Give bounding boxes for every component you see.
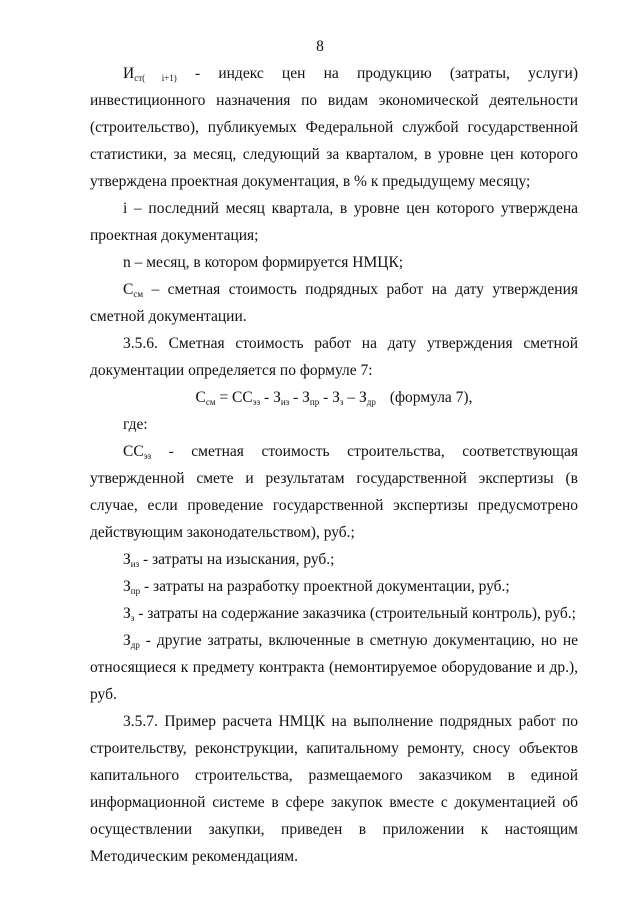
definition-zpr	[90, 573, 578, 600]
formula-subscript: пр	[309, 397, 320, 407]
definition-zdr	[90, 627, 578, 708]
formula-term: – З	[343, 389, 367, 406]
formula-label: (формула 7),	[389, 389, 473, 406]
definition-i: i – последний месяц квартала, в уровне цен которого утверждена проектная документация;	[90, 200, 578, 244]
definition-n: n – месяц, в котором формируется НМЦК;	[123, 254, 404, 271]
symbol: З	[123, 578, 131, 595]
symbol-subscript: эз	[143, 451, 152, 461]
symbol: И	[123, 65, 135, 82]
definition-ziz	[90, 546, 578, 573]
symbol-subscript: др	[130, 640, 140, 650]
symbol-subscript: пр	[130, 586, 141, 596]
symbol: СС	[123, 443, 144, 460]
definition-ccez	[90, 438, 578, 546]
where-label: где:	[123, 416, 148, 433]
document-body	[90, 60, 578, 870]
formula-subscript: эз	[252, 397, 261, 407]
formula-subscript: см	[205, 397, 216, 407]
formula-7	[90, 384, 578, 411]
formula-term: - З	[260, 389, 281, 406]
definition-text: - сметная стоимость строительства, соответствующая утвержденной смете и результатам государственной экспертизы (в случае, если проведение государственной экспертизы предусмотрено действующим законодательством), руб.;	[90, 443, 578, 541]
symbol: С	[123, 281, 134, 298]
symbol-subscript: из	[130, 559, 140, 569]
definition-price-index	[90, 60, 578, 195]
definition-text: - затраты на содержание заказчика (строительный контроль), руб.;	[134, 605, 576, 622]
formula-term: С	[195, 389, 206, 406]
definition-zz	[90, 600, 578, 627]
formula-subscript: из	[280, 397, 290, 407]
definition-csm	[90, 276, 578, 330]
symbol: З	[123, 551, 131, 568]
definition-text: - затраты на изыскания, руб.;	[139, 551, 335, 568]
definition-text: - затраты на разработку проектной документации, руб.;	[140, 578, 510, 595]
symbol: З	[123, 605, 131, 622]
formula-term: = СС	[215, 389, 253, 406]
definition-text: - другие затраты, включенные в сметную документацию, но не относящиеся к предмету контракта (немонтируемое оборудование и др.), руб.	[90, 632, 578, 703]
formula-term: - З	[319, 389, 340, 406]
definition-text: – сметная стоимость подрядных работ на дату утверждения сметной документации.	[90, 281, 578, 325]
formula-term: - З	[289, 389, 310, 406]
symbol: З	[123, 632, 131, 649]
symbol-subscript: ст( i+1)	[134, 73, 177, 83]
page-number: 8	[316, 38, 324, 55]
formula-subscript: др	[366, 397, 376, 407]
section-3-5-6: 3.5.6. Сметная стоимость работ на дату утверждения сметной документации определяется по формуле 7:	[90, 335, 578, 379]
section-3-5-7: 3.5.7. Пример расчета НМЦК на выполнение подрядных работ по строительству, реконструкции, капитальному ремонту, сносу объектов капитального строительства, размещаемого заказчиком в единой информационной системе в сфере закупок вместе с документацией об осуществлении закупки, приведен в приложении к настоящим Методическим рекомендациям.	[90, 713, 578, 865]
symbol-subscript: з	[130, 613, 135, 623]
symbol-subscript: см	[133, 289, 144, 299]
definition-text: - индекс цен на продукцию (затраты, услуги) инвестиционного назначения по видам экономической деятельности (строительство), публикуемых Федеральной службой государственной статистики, за месяц, следующий за кварталом, в уровне цен которого утверждена проектная документация, в % к предыдущему месяцу;	[90, 65, 578, 190]
formula-subscript: з	[339, 397, 344, 407]
